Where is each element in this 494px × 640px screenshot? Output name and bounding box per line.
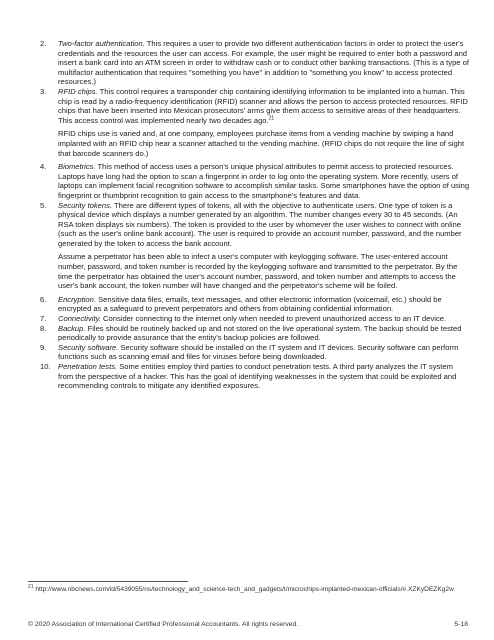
list-item-connectivity bbox=[40, 314, 470, 324]
page-number: 5-18 bbox=[454, 621, 468, 628]
list-item-security-tokens bbox=[40, 201, 470, 249]
item-number: 5. bbox=[40, 200, 47, 210]
item-heading: Connectivity. bbox=[58, 314, 101, 324]
footnote-ref[interactable]: 21 bbox=[268, 115, 275, 122]
footnote bbox=[28, 583, 468, 594]
item-text: Files should be routinely backed up and not stored on the live operational system. The backup should be tested periodically to provide assurance that the entity's backup policies are followed. bbox=[58, 323, 462, 343]
item-number: 3. bbox=[40, 86, 47, 96]
footnote-divider bbox=[28, 581, 188, 582]
item-text: Sensitive data files, emails, text messages, and other electronic information (voicemail, etc.) should be encrypted as a safeguard to prevent perpetrators and others from obtaining confidential information. bbox=[58, 294, 442, 314]
rfid-paragraph: RFID chips use is varied and, at one company, employees purchase items from a vending machine by swiping a hand implanted with an RFID chip near a scanner attached to the vending machine. (RFID chips do not require the line of sight that barcode scanners do.) bbox=[58, 129, 465, 158]
item-number: 7. bbox=[40, 314, 47, 324]
item-number: 10. bbox=[40, 362, 51, 371]
item-number: 9. bbox=[40, 342, 47, 352]
item-number: 4. bbox=[40, 162, 47, 172]
item-text: Consider connecting to the internet only when needed to prevent unauthorized access to an IT device. bbox=[100, 314, 447, 324]
item-text: This requires a user to provide two different authentication factors in order to protect the user's credentials and the resources the user can access. For example, the user might be required to enter both a password and insert a bank card into an ATM screen in order to withdraw cash or to conduct other banking transactions. (This is a type of multifactor authentication that requires "something you have" in addition to "something you know" to access protected resources.) bbox=[58, 39, 469, 87]
list-item-backup bbox=[40, 324, 470, 343]
footnote-link[interactable]: http://www.nbcnews.com/id/5439055/ns/technology_and_science-tech_and_gadgets/t/microchips-implanted-mexican-officials/#.XZKyDEZKg2w bbox=[33, 586, 454, 593]
copyright-footer: © 2020 Association of International Certified Professional Accountants. All rights reserved. bbox=[28, 621, 299, 628]
controls-list bbox=[40, 39, 470, 391]
item-text: This method of access uses a person's unique physical attributes to permit access to protected resources. Laptops have long had the option to scan a fingerprint in order to log onto the operating system. More recently, users of laptops can implement facial recognition software to accomplish similar tasks. Some smartphones have the option of using fingerprint or thumbprint recognition to gain access to the smartphone's features and data. bbox=[58, 162, 470, 200]
item-heading: RFID chips. bbox=[58, 86, 98, 96]
item-heading: Security software. bbox=[58, 342, 119, 352]
item-text: There are different types of tokens, all with the objective to authenticate users. One type of token is a physical device which displays a number generated by an algorithm. The number changes every 30 to 45 seconds. (An RSA token displays six numbers). The token is provided to the user by whomever the user wishes to connect with online (such as the user's online bank account). The user is required to provide an account number, password, and the number generated by the token to access the bank account. bbox=[58, 200, 462, 248]
item-heading: Encryption. bbox=[58, 294, 96, 304]
item-heading: Security tokens. bbox=[58, 200, 113, 210]
item-text: Security software should be installed on the IT system and IT devices. Security software can perform functions such as scanning email and files for viruses before being downloaded. bbox=[58, 342, 459, 362]
item-heading: Penetration tests. bbox=[58, 362, 118, 371]
list-item-rfid bbox=[40, 87, 470, 125]
footnote-mark: 21 bbox=[28, 583, 34, 590]
item-text: Some entities employ third parties to conduct penetration tests. A third party analyzes the IT system from the perspective of a hacker. This has the goal of identifying weaknesses in the system that could be exploited and recommending controls to mitigate any identified exposures. bbox=[58, 362, 457, 391]
token-paragraph: Assume a perpetrator has been able to infect a user's computer with keylogging software. The user-entered account number, password, and token number is recorded by the keylogging software and transmitted to the perpetrator. By the time the perpetrator has obtained the user's account number, password, and token number and attempts to access the user's bank account, the token number will have changed and the perpetrator's scheme will be foiled. bbox=[58, 252, 458, 291]
item-number: 2. bbox=[40, 39, 47, 48]
item-heading: Backup. bbox=[58, 323, 86, 333]
item-heading: Two-factor authentication. bbox=[58, 39, 145, 48]
list-item-encryption bbox=[40, 295, 470, 314]
item-number: 8. bbox=[40, 323, 47, 333]
list-item-biometrics bbox=[40, 162, 470, 200]
list-item-penetration-tests bbox=[40, 362, 470, 391]
item-heading: Biometrics. bbox=[58, 162, 96, 172]
item-text: This control requires a transponder chip containing identifying information to be implanted into a human. This chip is read by a radio-frequency identification (RFID) scanner and allows the person to access protected resources. RFID chips that have been inserted into Mexican prosecutors' arms give them access to sensitive areas of their headquarters. This access control was implemented nearly two decades ago. bbox=[58, 86, 468, 125]
list-item-two-factor bbox=[40, 39, 470, 87]
item-number: 6. bbox=[40, 294, 47, 304]
list-item-security-software bbox=[40, 343, 470, 362]
